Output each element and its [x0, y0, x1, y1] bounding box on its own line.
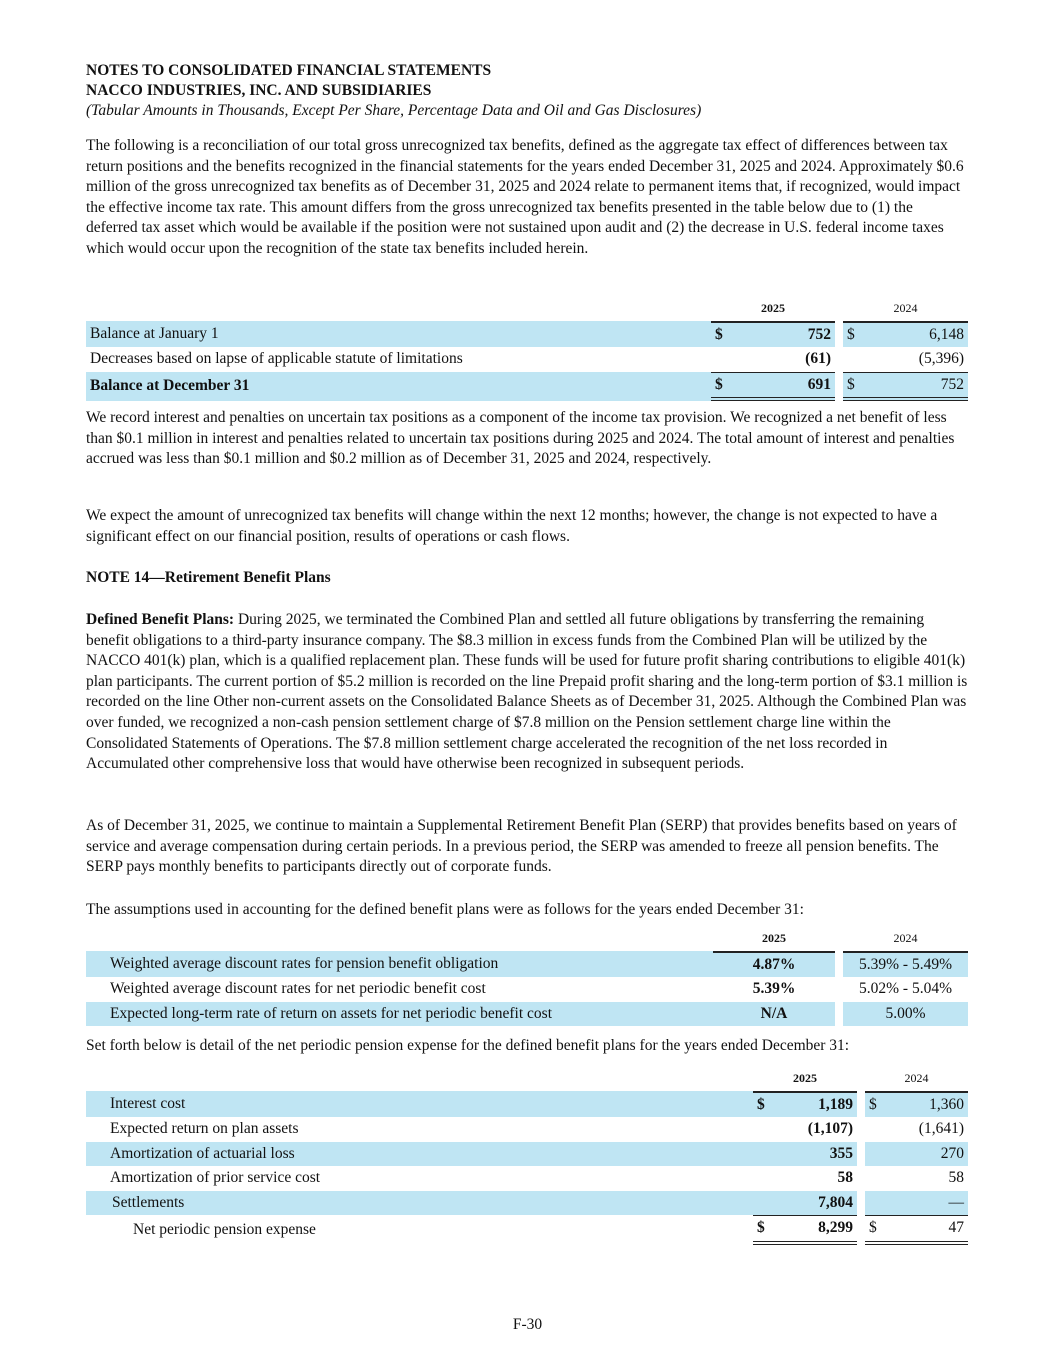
value-2025: 355	[775, 1142, 857, 1167]
currency-symbol: $	[711, 372, 733, 402]
value-2024: 58	[948, 1169, 964, 1186]
currency-symbol: $	[843, 372, 863, 402]
value-2025: 1,189	[775, 1091, 857, 1118]
table-row	[86, 951, 968, 978]
paragraph-interest-penalties: We record interest and penalties on uncertain tax positions as a component of the income tax provision. We recognized a net benefit of less than $0.1 million in interest and penalties related to uncertain tax positions during 2025 and 2024. The total amount of interest and penalties accrued was less than $0.1 million and $0.2 million as of December 31, 2025 and 2024, respectively.	[86, 409, 955, 468]
paragraph-assumptions-intro: The assumptions used in accounting for the defined benefit plans were as follows for the years ended December 31:	[86, 901, 804, 918]
table-row-total	[86, 1215, 968, 1245]
row-label: Interest cost	[86, 1091, 753, 1118]
header-company: NACCO INDUSTRIES, INC. AND SUBSIDIARIES	[86, 82, 432, 99]
column-header-2025: 2025	[762, 931, 786, 946]
row-label: Decreases based on lapse of applicable statute of limitations	[90, 350, 463, 367]
row-label: Settlements	[86, 1191, 753, 1216]
table-row	[86, 321, 968, 348]
row-label: Expected return on plan assets	[110, 1120, 299, 1137]
value-2024: (1,641)	[918, 1120, 964, 1137]
pension-expense-table	[86, 1066, 968, 1245]
unrecognized-tax-benefits-table	[86, 296, 968, 401]
row-label: Balance at December 31	[86, 372, 711, 402]
value-2025: 4.87%	[713, 951, 835, 978]
value-2025: 5.39%	[752, 980, 796, 997]
row-label: Weighted average discount rates for pension benefit obligation	[86, 951, 713, 978]
value-2024: 1,360	[885, 1091, 968, 1118]
column-header-2024: 2024	[893, 931, 918, 946]
value-2024: 5.02% - 5.04%	[859, 980, 952, 997]
paragraph-defined-benefit-plans: Defined Benefit Plans: During 2025, we terminated the Combined Plan and settled all future obligations by transferring the remaining benefit obligations to a third-party insurance company. The $8.3 million in excess funds from the Combined Plan will be utilized by the NACCO 401(k) plan, which is a qualified replacement plan. These funds will be used for future profit sharing contributions to eligible 401(k) plan participants. The current portion of $5.2 million is recorded on the line Prepaid profit sharing and the long-term portion of $3.1 million is recorded on the line Other non-current assets on the Consolidated Balance Sheets as of December 31, 2025. Although the Combined Plan was over funded, we recognized a non-cash pension settlement charge of $7.8 million on the Pension settlement charge line within the Consolidated Statements of Operations. The $7.8 million settlement charge accelerated the recognition of the net loss recorded in Accumulated other comprehensive loss that would have otherwise been recognized in subsequent periods.	[86, 611, 968, 773]
header-title: NOTES TO CONSOLIDATED FINANCIAL STATEMENTS	[86, 62, 492, 79]
value-2025: (61)	[805, 350, 831, 367]
currency-symbol: $	[753, 1215, 775, 1245]
currency-symbol: $	[865, 1091, 885, 1118]
paragraph-serp: As of December 31, 2025, we continue to maintain a Supplemental Retirement Benefit Plan (SERP) that provides benefits based on years of service and average compensation during certain periods. In a previous period, the SERP was amended to freeze all pension benefits. The SERP pays monthly benefits to participants directly out of corporate funds.	[86, 817, 957, 876]
row-label: Expected long-term rate of return on assets for net periodic benefit cost	[86, 1002, 713, 1027]
table-row	[86, 1166, 968, 1191]
currency-symbol: $	[865, 1215, 885, 1245]
currency-symbol: $	[753, 1091, 775, 1118]
row-label: Amortization of actuarial loss	[86, 1142, 753, 1167]
value-2025: N/A	[713, 1002, 835, 1027]
column-header-2024: 2024	[893, 301, 918, 316]
currency-symbol: $	[843, 321, 863, 348]
column-header-2024: 2024	[904, 1071, 929, 1086]
value-2024: —	[885, 1191, 968, 1216]
header-note: (Tabular Amounts in Thousands, Except Per Share, Percentage Data and Oil and Gas Disclosures)	[86, 102, 702, 119]
value-2024: 5.00%	[843, 1002, 968, 1027]
paragraph-lead: Defined Benefit Plans:	[86, 611, 235, 628]
column-header-2025: 2025	[761, 301, 785, 316]
value-2024: 270	[885, 1142, 968, 1167]
note-heading: NOTE 14—Retirement Benefit Plans	[86, 569, 331, 586]
table-row	[86, 1002, 968, 1027]
value-2025: 691	[733, 372, 835, 402]
currency-symbol: $	[711, 321, 733, 348]
table-row	[86, 1117, 968, 1142]
value-2025: (1,107)	[807, 1120, 853, 1137]
paragraph-reconciliation: The following is a reconciliation of our total gross unrecognized tax benefits, defined as the aggregate tax effect of differences between tax return positions and the benefits recognized in the financial statements for the years ended December 31, 2025 and 2024. Approximately $0.6 million of the gross unrecognized tax benefits as of December 31, 2025 and 2024 relate to permanent items that, if recognized, would impact the effective income tax rate. This amount differs from the gross unrecognized tax benefits presented in the table below due to (1) the deferred tax asset which would be available if the position were not sustained upon audit and (2) the decrease in U.S. federal income taxes which would occur upon the recognition of the state tax benefits included herein.	[86, 137, 964, 257]
row-label: Weighted average discount rates for net periodic benefit cost	[110, 980, 486, 997]
value-2025: 58	[837, 1169, 853, 1186]
row-label: Net periodic pension expense	[133, 1220, 316, 1238]
value-2024: (5,396)	[918, 350, 964, 367]
table-row-total	[86, 372, 968, 402]
value-2024: 752	[863, 372, 968, 402]
table-row	[86, 1091, 968, 1118]
paragraph-pension-intro: Set forth below is detail of the net periodic pension expense for the defined benefit plans for the years ended December 31:	[86, 1037, 850, 1054]
value-2024: 6,148	[863, 321, 968, 348]
page-number: F-30	[512, 1316, 543, 1333]
document-header	[86, 61, 968, 121]
value-2025: 8,299	[775, 1215, 857, 1245]
row-label: Amortization of prior service cost	[110, 1169, 321, 1186]
value-2025: 7,804	[775, 1191, 857, 1216]
paragraph-expectation: We expect the amount of unrecognized tax benefits will change within the next 12 months; however, the change is not expected to have a significant effect on our financial position, results of operations or cash flows.	[86, 507, 938, 545]
table-row	[86, 347, 968, 372]
assumptions-table	[86, 926, 968, 1026]
row-label: Balance at January 1	[86, 321, 711, 348]
value-2024: 47	[885, 1215, 968, 1245]
value-2024: 5.39% - 5.49%	[843, 951, 968, 978]
column-header-2025: 2025	[793, 1071, 817, 1086]
table-row	[86, 977, 968, 1002]
table-row	[86, 1142, 968, 1167]
table-row	[86, 1191, 968, 1216]
value-2025: 752	[733, 321, 835, 348]
